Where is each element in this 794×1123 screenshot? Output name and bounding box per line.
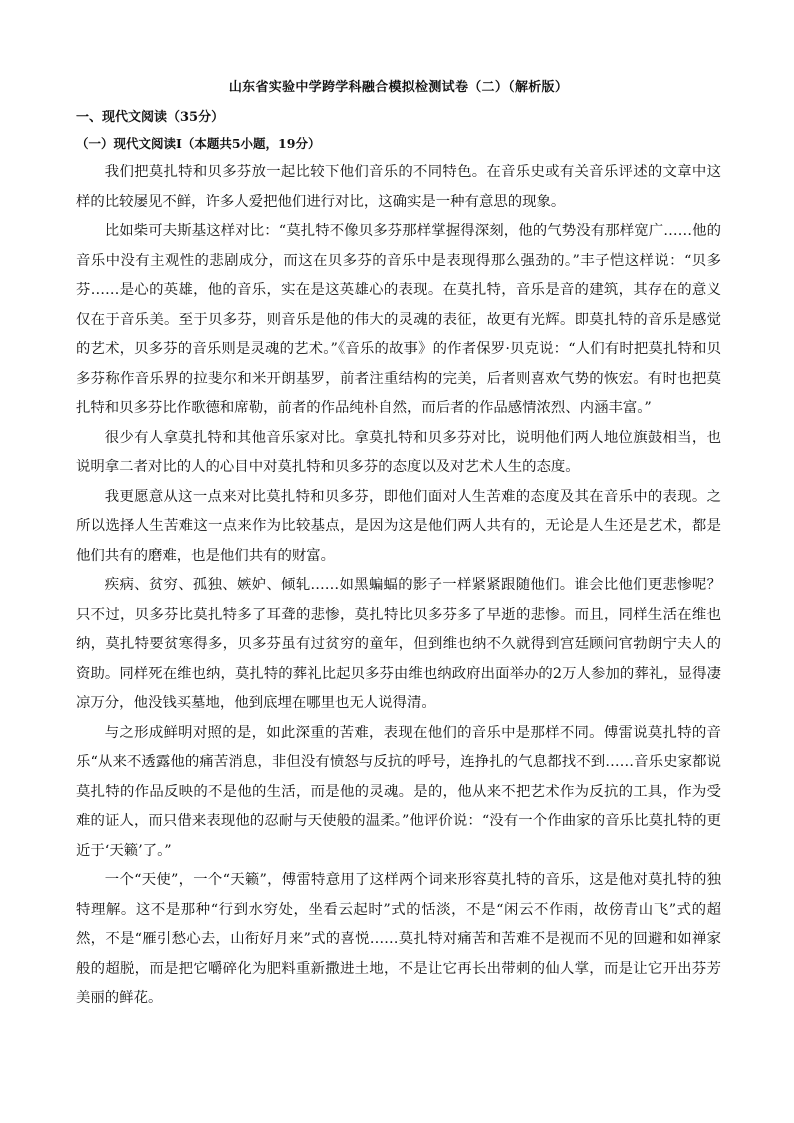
paragraph: 我们把莫扎特和贝多芬放一起比较下他们音乐的不同特色。在音乐史或有关音乐评述的文章中这样的比较屡见不鲜，许多人爱把他们进行对比，这确实是一种有意思的现象。 (76, 164, 721, 210)
section-heading: 一、现代文阅读（35分） (76, 110, 225, 125)
paragraph: 疾病、贫穷、孤独、嫉妒、倾轧……如黑蝙蝠的影子一样紧紧跟随他们。谁会比他们更悲惨呢？只不过，贝多芬比莫扎特多了耳聋的悲惨，莫扎特比贝多芬多了早逝的悲惨。而且，同样生活在维也纳，莫扎特要贫寒得多，贝多芬虽有过贫穷的童年，但到维也纳不久就得到宫廷顾问官勃朗宁夫人的资助。同样死在维也纳，莫扎特的葬礼比起贝多芬由维也纳政府出面举办的2万人参加的葬礼，显得凄凉万分，他没钱买墓地，他到底埋在哪里也无人说得清。 (76, 577, 721, 711)
subsection-heading: （一）现代文阅读Ⅰ（本题共5小题，19分） (76, 136, 321, 151)
paragraph: 很少有人拿莫扎特和其他音乐家对比。拿莫扎特和贝多芬对比，说明他们两人地位旗鼓相当，也说明拿二者对比的人的心目中对莫扎特和贝多芬的态度以及对艺术人生的态度。 (76, 429, 721, 475)
document-page (76, 78, 721, 1014)
paragraph: 我更愿意从这一点来对比莫扎特和贝多芬，即他们面对人生苦难的态度及其在音乐中的表现。之所以选择人生苦难这一点来作为比较基点，是因为这是他们两人共有的，无论是人生还是艺术，都是他们共有的磨难，也是他们共有的财富。 (76, 488, 721, 564)
document-title: 山东省实验中学跨学科融合模拟检测试卷（二）（解析版） (228, 80, 569, 95)
paragraph: 与之形成鲜明对照的是，如此深重的苦难，表现在他们的音乐中是那样不同。傅雷说莫扎特的音乐“从来不透露他的痛苦消息，非但没有愤怒与反抗的呼号，连挣扎的气息都找不到……音乐史家都说莫扎特的作品反映的不是他的生活，而是他的灵魂。是的，他从来不把艺术作为反抗的工具，作为受难的证人，而只借来表现他的忍耐与天使般的温柔。”他评价说：“没有一个作曲家的音乐比莫扎特的更近于‘天籁’了。” (76, 724, 721, 859)
paragraph: 比如柴可夫斯基这样对比：“莫扎特不像贝多芬那样掌握得深刻，他的气势没有那样宽广……他的音乐中没有主观性的悲剧成分，而这在贝多芬的音乐中是表现得那么强劲的。”丰子恺这样说：“贝多芬……是心的英雄，他的音乐，实在是这英雄心的表现。在莫扎特，音乐是音的建筑，其存在的意义仅在于音乐美。至于贝多芬，则音乐是他的伟大的灵魂的表征，故更有光辉。即莫扎特的音乐是感觉的艺术，贝多芬的音乐则是灵魂的艺术。”《音乐的故事》的作者保罗·贝克说：“人们有时把莫扎特和贝多芬称作音乐界的拉斐尔和米开朗基罗，前者注重结构的完美，后者则喜欢气势的恢宏。有时也把莫扎特和贝多芬比作歌德和席勒，前者的作品纯朴自然，而后者的作品感情浓烈、内涵丰富。” (76, 223, 721, 416)
paragraph: 一个“天使”，一个“天籁”，傅雷特意用了这样两个词来形容莫扎特的音乐，这是他对莫扎特的独特理解。这不是那种“行到水穷处，坐看云起时”式的恬淡，不是“闲云不作雨，故傍青山飞”式的超然，不是“雁引愁心去，山衔好月来”式的喜悦……莫扎特对痛苦和苦难不是视而不见的回避和如禅家般的超脱，而是把它嚼碎化为肥料重新撒进土地，不是让它再长出带刺的仙人掌，而是让它开出芬芳美丽的鲜花。 (76, 872, 721, 1006)
